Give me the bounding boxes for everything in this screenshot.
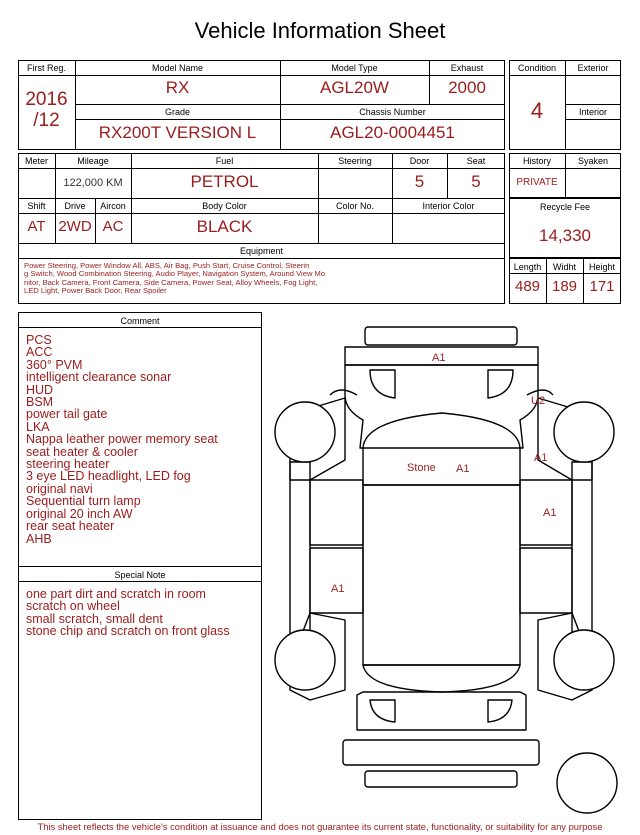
rear-bumper-lower [365, 771, 517, 787]
right-taillight [488, 700, 512, 722]
equipment-line: nitor, Back Camera, Front Camera, Side Camera, Power Seat, Alloy Wheels, Fog Light, [24, 277, 318, 287]
first-reg-month: /12 [33, 110, 60, 131]
exhaust-value: 2000 [448, 78, 486, 97]
comment-line: Nappa leather power memory seat [26, 432, 218, 447]
front-bumper-top [365, 327, 517, 345]
seat-value: 5 [471, 172, 481, 191]
syaken-label: Syaken [577, 156, 609, 166]
shift-value: AT [27, 218, 46, 235]
fuel-label: Fuel [215, 156, 234, 166]
body-color-label: Body Color [202, 201, 247, 211]
shift-label: Shift [27, 201, 46, 211]
fuel-value: PETROL [190, 172, 259, 191]
windshield [363, 413, 520, 485]
recycle-fee-value: 14,330 [539, 226, 591, 245]
model-name-value: RX [165, 78, 190, 97]
spare-wheel [557, 753, 617, 813]
comment-line: LKA [26, 419, 50, 434]
model-type-label: Model Type [331, 63, 378, 73]
seat-label: Seat [466, 156, 486, 166]
damage-mark-right-front-fender: U2 [531, 395, 546, 407]
exterior-label: Exterior [577, 63, 609, 73]
chassis-number-value: AGL20-0004451 [330, 123, 455, 142]
comment-line: ACC [26, 345, 53, 360]
damage-mark-right-front-door: A1 [534, 452, 548, 464]
steering-label: Steering [338, 156, 372, 166]
right-rear-wheel [554, 630, 614, 690]
tailgate [357, 692, 526, 730]
damage-mark-front-bumper: A1 [432, 352, 446, 364]
left-headlight [370, 370, 395, 398]
comment-line: PCS [26, 333, 52, 347]
drive-value: 2WD [58, 218, 92, 235]
rear-window [363, 665, 520, 692]
hood [345, 365, 538, 448]
comment-line: HUD [26, 382, 54, 397]
left-rear-wheel [275, 630, 335, 690]
comment-line: original 20 inch AW [26, 506, 133, 521]
right-headlight [488, 370, 513, 398]
aircon-value: AC [102, 218, 124, 235]
condition-label: Condition [517, 63, 557, 73]
equipment-line: g Switch, Wood Combination Steering, Audio Player, Navigation System, Around View Mo [24, 269, 326, 279]
height-label: Height [588, 262, 615, 272]
left-front-door [310, 480, 363, 545]
grade-label: Grade [164, 107, 190, 117]
damage-mark-windshield: A1 [456, 463, 470, 475]
comment-line: original navi [26, 481, 93, 496]
recycle-fee-label: Recycle Fee [539, 202, 591, 212]
damage-mark-right-rear-door: A1 [543, 507, 557, 519]
damage-mark-left-rear-door: A1 [331, 583, 345, 595]
special-note-label: Special Note [114, 570, 166, 580]
chassis-number-label: Chassis Number [359, 107, 426, 117]
height-value: 171 [589, 278, 615, 295]
page-title: Vehicle Information Sheet [194, 18, 446, 43]
equipment-label: Equipment [239, 246, 284, 256]
history-label: History [522, 156, 551, 166]
first-reg-year: 2016 [25, 89, 68, 110]
first-reg-label: First Reg. [26, 63, 66, 73]
comment-line: intelligent clearance sonar [26, 370, 172, 385]
width-value: 189 [551, 278, 578, 295]
exhaust-label: Exhaust [450, 63, 484, 73]
comment-line: 360° PVM [26, 357, 83, 372]
left-taillight [370, 700, 395, 722]
left-rear-door [310, 548, 363, 613]
mileage-value: 122,000 KM [63, 177, 123, 189]
condition-value: 4 [530, 98, 544, 123]
interior-color-label: Interior Color [422, 201, 475, 211]
right-front-wheel [554, 402, 614, 462]
special-note-line: scratch on wheel [26, 599, 120, 614]
comment-line: rear seat heater [26, 519, 115, 534]
special-note-line: stone chip and scratch on front glass [26, 624, 230, 639]
comment-line: Sequential turn lamp [26, 494, 141, 509]
comment-label: Comment [120, 316, 160, 326]
right-rear-door [520, 548, 572, 613]
body-color-value: BLACK [196, 217, 253, 236]
damage-note-windshield: Stone [407, 462, 436, 474]
comment-line: steering heater [26, 457, 110, 472]
width-label: Widht [552, 262, 576, 272]
special-note-line: small scratch, small dent [26, 611, 163, 626]
grade-value: RX200T VERSION L [98, 123, 257, 142]
door-value: 5 [414, 172, 425, 191]
equipment-line: Power Steering, Power Window All, ABS, Air Bag, Push Start, Cruise Control, Steerin [24, 261, 310, 270]
mileage-label: Mileage [77, 156, 109, 166]
interior-label: Interior [578, 107, 607, 117]
drive-label: Drive [64, 201, 86, 211]
equipment-line: LED Light, Power Back Door, Rear Spoiler [24, 285, 167, 295]
comment-line: seat heater & cooler [26, 444, 138, 459]
door-label: Door [409, 156, 430, 166]
color-no-label: Color No. [335, 201, 374, 211]
comment-line: BSM [26, 395, 54, 410]
disclaimer-footer: This sheet reflects the vehicle's condition at issuance and does not guarantee its current state, functionality, or suitability for any purpose [37, 821, 603, 832]
history-value: PRIVATE [516, 177, 558, 188]
special-note-line: one part dirt and scratch in room [26, 587, 206, 601]
comment-line: 3 eye LED headlight, LED fog [26, 469, 191, 484]
comment-line: AHB [26, 531, 52, 546]
model-type-value: AGL20W [320, 78, 389, 97]
meter-label: Meter [24, 156, 48, 166]
length-label: Length [513, 262, 542, 272]
left-mirror [330, 390, 357, 395]
model-name-label: Model Name [151, 63, 204, 73]
roof [363, 485, 520, 665]
left-front-wheel [275, 402, 335, 462]
length-value: 489 [514, 278, 541, 295]
aircon-label: Aircon [100, 201, 126, 211]
comment-line: power tail gate [26, 407, 108, 422]
rear-bumper [343, 740, 539, 765]
